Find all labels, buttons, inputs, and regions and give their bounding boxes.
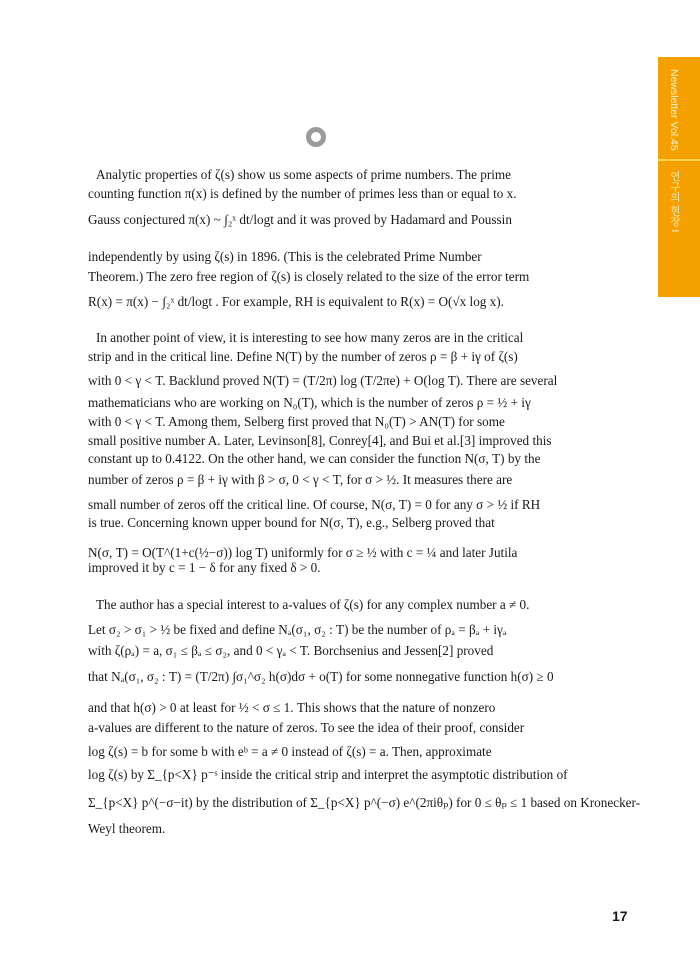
text-line: Weyl theorem. — [88, 821, 166, 836]
text-line: a-values are different to the nature of zeros. To see the idea of their proof, consider — [88, 720, 525, 735]
text-line: Gauss conjectured π(x) ~ ∫₂ˣ dt/logt and it was proved by Hadamard and Poussin — [88, 212, 512, 227]
text-line: Let σ₂ > σ₁ > ½ be fixed and define Nₐ(σ₁, σ₂ : T) be the number of ρₐ = βₐ + iγₐ — [88, 622, 507, 637]
text-line: log ζ(s) by Σ_{p<X} p⁻ˢ inside the critical strip and interpret the asymptotic distribution of — [88, 767, 568, 782]
text-line: with 0 < γ < T. Backlund proved N(T) = (T/2π) log (T/2πe) + O(log T). There are several — [88, 373, 558, 388]
section-label: 연구의 현장 I — [669, 171, 681, 233]
text-line: and that h(σ) > 0 at least for ½ < σ ≤ 1. This shows that the nature of nonzero — [88, 700, 496, 715]
text-line: is true. Concerning known upper bound for N(σ, T), e.g., Selberg proved that — [88, 515, 495, 530]
text-line: N(σ, T) = O(T^(1+c(½−σ)) log T) uniformly for σ ≥ ½ with c = ¼ and later Jutila — [88, 545, 518, 560]
text-line: In another point of view, it is interesting to see how many zeros are in the critical — [96, 330, 524, 345]
text-line: log ζ(s) = b for some b with eᵇ = a ≠ 0 instead of ζ(s) = a. Then, approximate — [88, 744, 492, 759]
text-line: with 0 < γ < T. Among them, Selberg first proved that N₀(T) > AN(T) for some — [88, 414, 505, 429]
text-line: improved it by c = 1 − δ for any fixed δ > 0. — [88, 560, 321, 575]
text-line: R(x) = π(x) − ∫₂ˣ dt/logt . For example, RH is equivalent to R(x) = O(√x log x). — [88, 294, 504, 309]
tab-divider — [658, 159, 700, 161]
text-line: number of zeros ρ = β + iγ with β > σ, 0 < γ < T, for σ > ½. It measures there are — [88, 472, 513, 487]
text-line: strip and in the critical line. Define N(T) by the number of zeros ρ = β + iγ of ζ(s) — [88, 349, 518, 364]
text-line: Σ_{p<X} p^(−σ−it) by the distribution of Σ_{p<X} p^(−σ) e^(2πiθₚ) for 0 ≤ θₚ ≤ 1 based on Kronecker- — [88, 795, 641, 810]
text-line: independently by using ζ(s) in 1896. (This is the celebrated Prime Number — [88, 249, 482, 264]
text-line: with ζ(ρₐ) = a, σ₁ ≤ βₐ ≤ σ₂, and 0 < γₐ < T. Borchsenius and Jessen[2] proved — [88, 643, 494, 658]
text-line: constant up to 0.4122. On the other hand, we can consider the function N(σ, T) by the — [88, 451, 541, 466]
text-line: that Nₐ(σ₁, σ₂ : T) = (T/2π) ∫σ₁^σ₂ h(σ)dσ + o(T) for some nonnegative function h(σ) ≥ 0 — [88, 669, 554, 684]
ring-ornament-icon — [306, 127, 326, 147]
text-line: counting function π(x) is defined by the number of primes less than or equal to x. — [88, 186, 517, 201]
side-tab — [658, 57, 700, 297]
text-line: The author has a special interest to a-values of ζ(s) for any complex number a ≠ 0. — [96, 597, 530, 612]
page-number: 17 — [612, 908, 628, 924]
text-line: mathematicians who are working on N₀(T), which is the number of zeros ρ = ½ + iγ — [88, 395, 531, 410]
text-line: Analytic properties of ζ(s) show us some aspects of prime numbers. The prime — [96, 167, 512, 182]
text-line: Theorem.) The zero free region of ζ(s) is closely related to the size of the error term — [88, 269, 530, 284]
text-line: small positive number A. Later, Levinson[8], Conrey[4], and Bui et al.[3] improved this — [88, 433, 552, 448]
text-line: small number of zeros off the critical line. Of course, N(σ, T) = 0 for any σ > ½ if RH — [88, 497, 541, 512]
newsletter-label: Newsletter Vol.45 — [668, 69, 680, 151]
